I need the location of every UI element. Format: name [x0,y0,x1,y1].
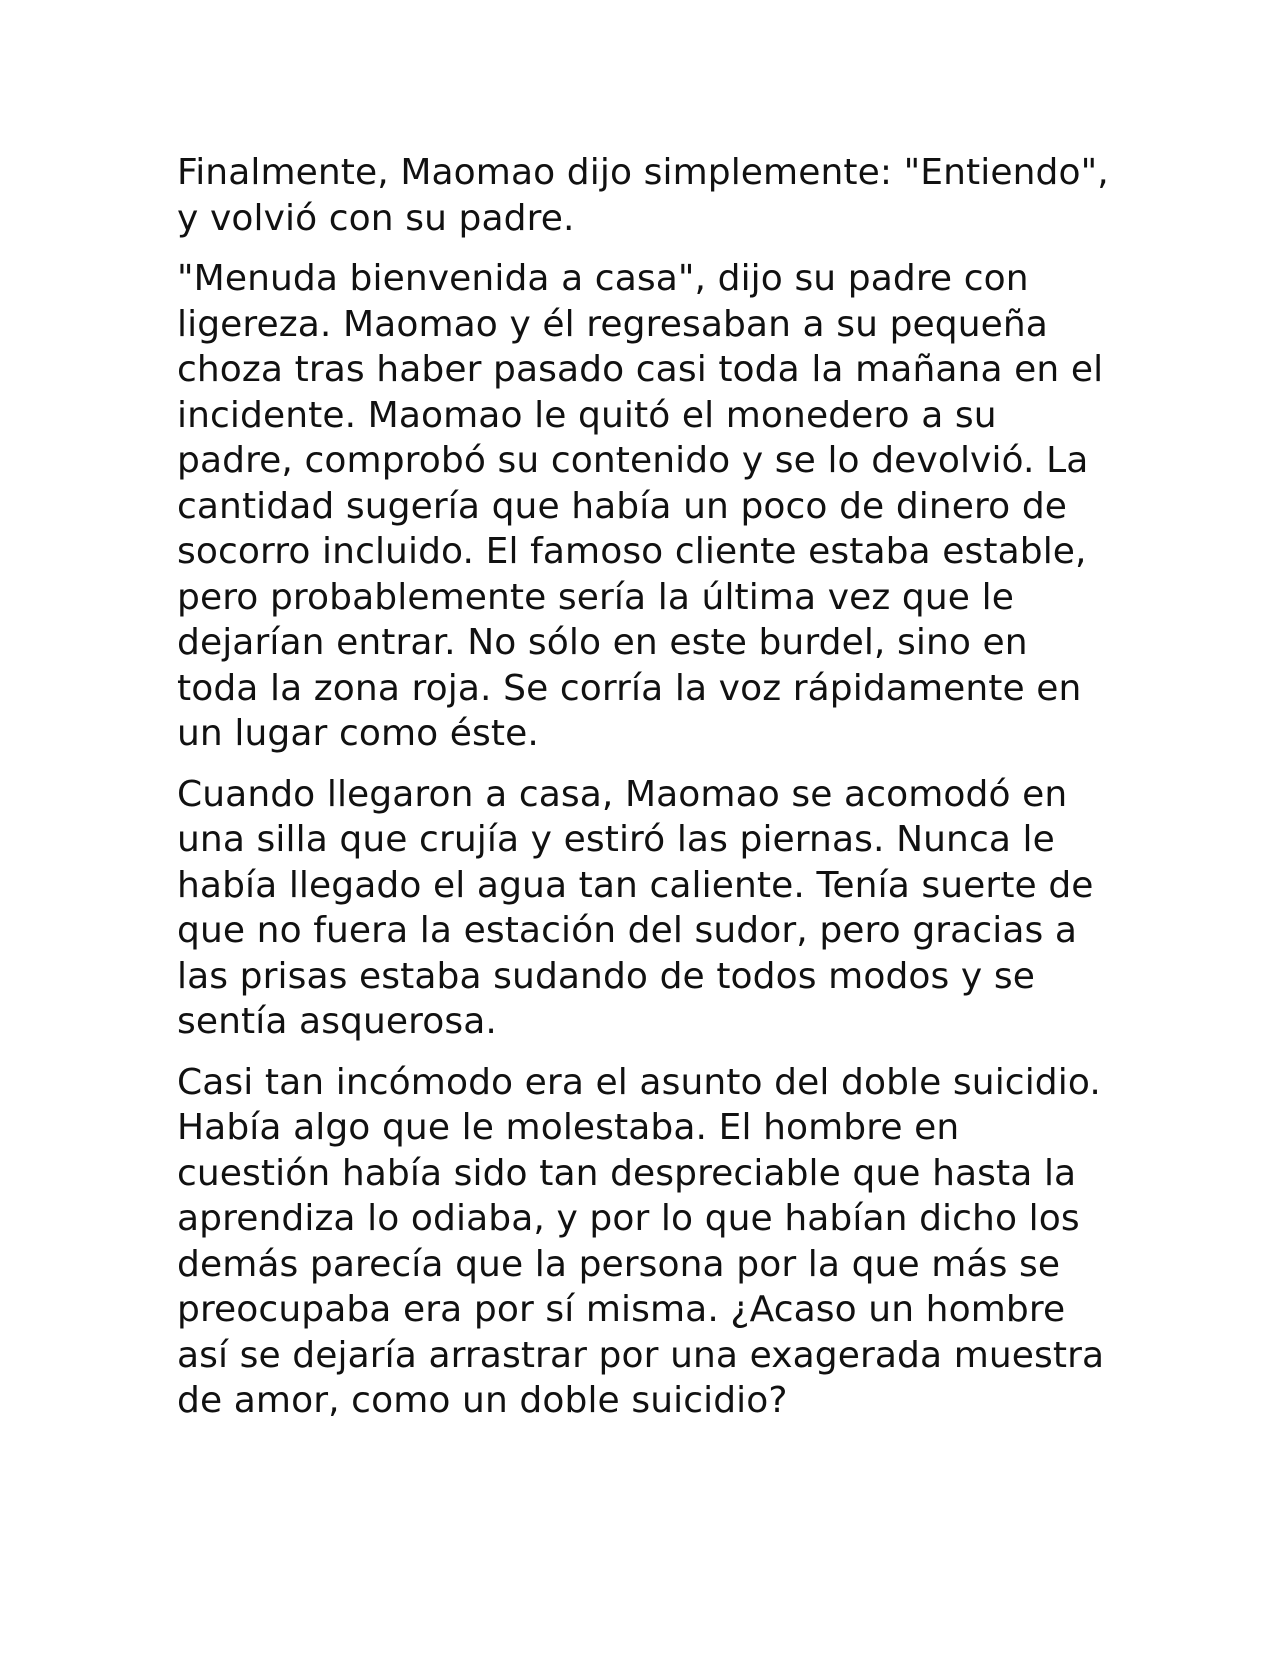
paragraph-1: Finalmente, Maomao dijo simplemente: "Entiendo", y volvió con su padre. [177,152,1109,239]
paragraph-4: Casi tan incómodo era el asunto del doble suicidio. Había algo que le molestaba. El hombre en cuestión había sido tan despreciable que hasta la aprendiza lo odiaba, y por lo que habían dicho los demás parecía que la persona por la que más se preocupaba era por sí misma. ¿Acaso un hombre así se dejaría arrastrar por una exagerada muestra de amor, como un doble suicidio? [177,1061,1105,1421]
document-page [177,150,1117,1439]
paragraph-2: "Menuda bienvenida a casa", dijo su padre con ligereza. Maomao y él regresaban a su pequeña choza tras haber pasado casi toda la mañana en el incidente. Maomao le quitó el monedero a su padre, comprobó su contenido y se lo devolvió. La cantidad sugería que había un poco de dinero de socorro incluido. El famoso cliente estaba estable, pero probablemente sería la última vez que le dejarían entrar. No sólo en este burdel, sino en toda la zona roja. Se corría la voz rápidamente en un lugar como éste. [177,258,1104,754]
paragraph-3: Cuando llegaron a casa, Maomao se acomodó en una silla que crujía y estiró las piernas. Nunca le había llegado el agua tan caliente. Tenía suerte de que no fuera la estación del sudor, pero gracias a las prisas estaba sudando de todos modos y se sentía asquerosa. [177,773,1094,1042]
